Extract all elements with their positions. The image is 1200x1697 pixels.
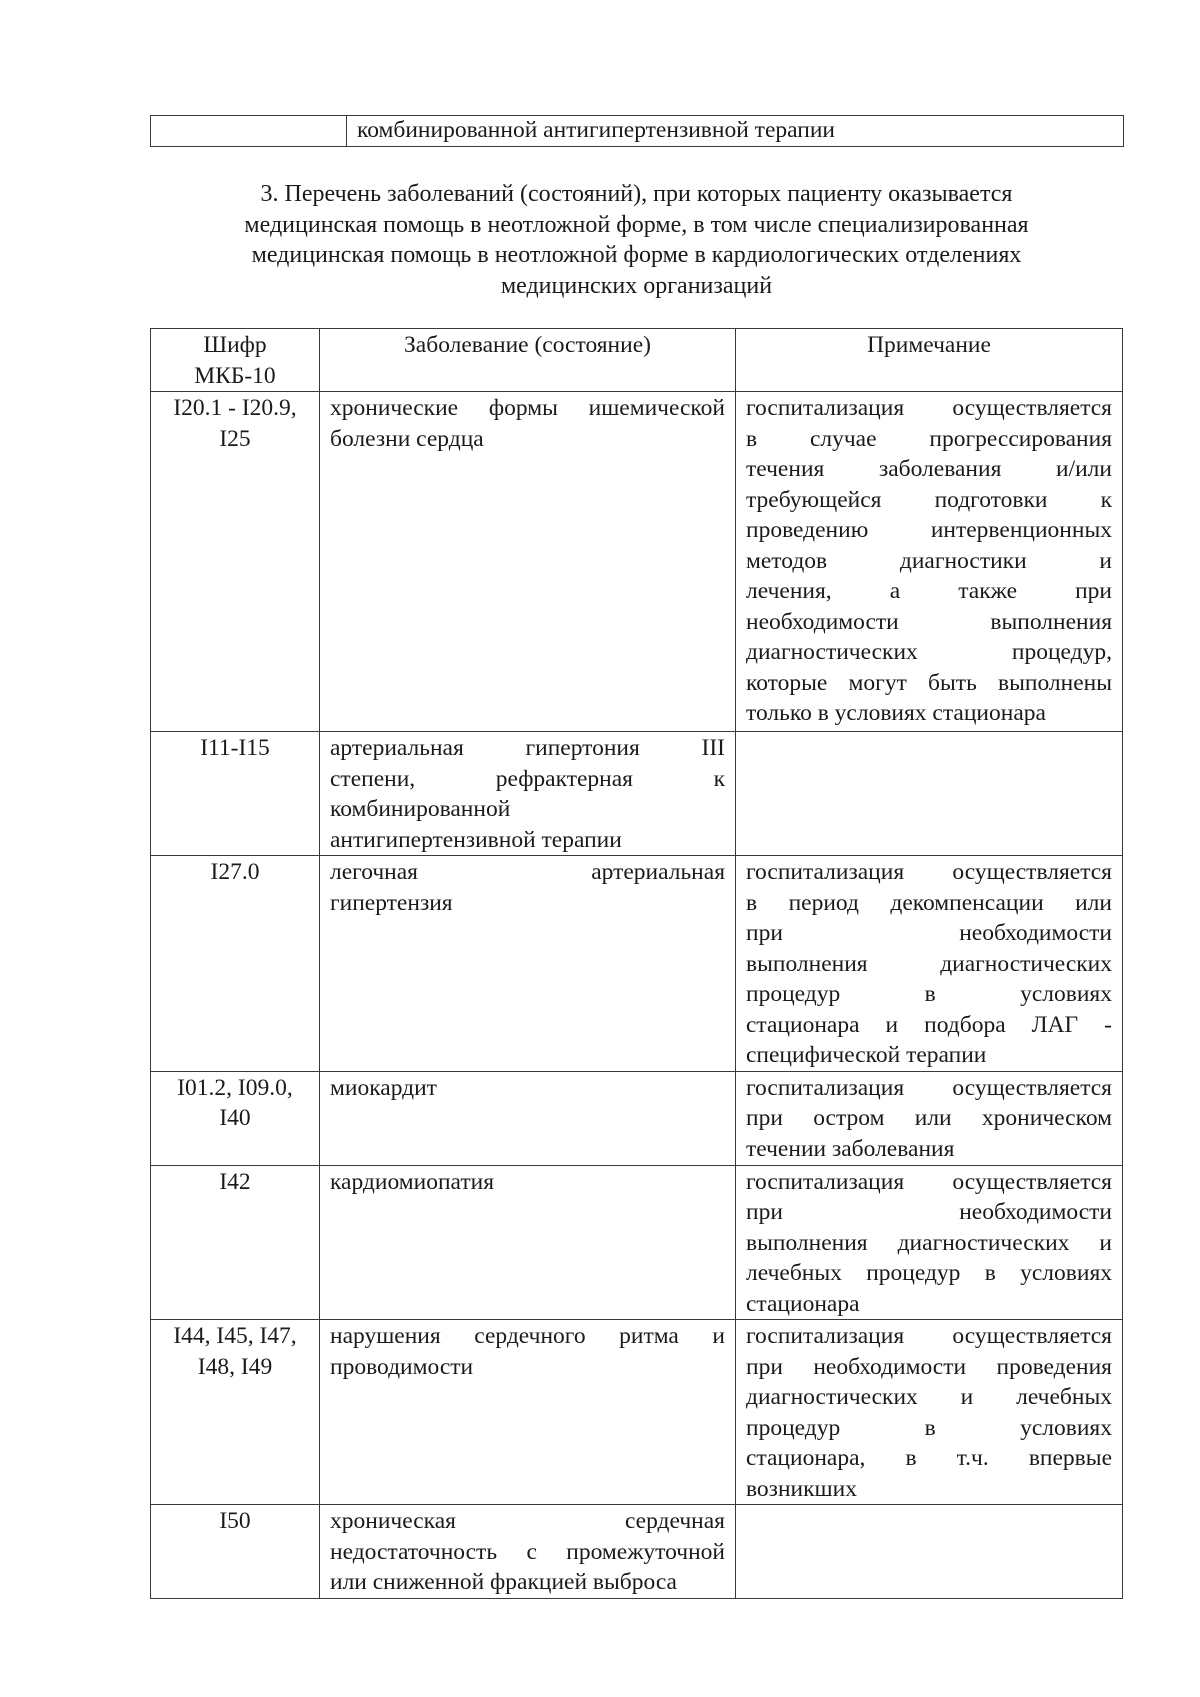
note-cell-line: диагностических и лечебных bbox=[746, 1384, 1112, 1410]
continuation-code-cell bbox=[151, 116, 347, 147]
disease-cell bbox=[320, 392, 736, 732]
note-cell-line: госпитализация осуществляется bbox=[746, 395, 1112, 421]
note-cell-line: лечебных процедур в условиях bbox=[746, 1260, 1112, 1286]
note-cell-line: при необходимости bbox=[746, 920, 1112, 946]
disease-cell-line: артериальная гипертония III bbox=[330, 735, 725, 761]
note-cell-line: процедур в условиях bbox=[746, 1414, 1112, 1441]
note-cell-line: стационара, в т.ч. впервые bbox=[746, 1445, 1112, 1471]
disease-cell-line: болезни сердца bbox=[330, 425, 484, 452]
code-cell bbox=[151, 1071, 320, 1165]
note-cell-line: необходимости выполнения bbox=[746, 608, 1112, 635]
note-cell-line: которые могут быть выполнены bbox=[746, 669, 1112, 696]
note-cell bbox=[736, 856, 1123, 1072]
code-cell bbox=[151, 856, 320, 1072]
note-cell-line: при остром или хроническом bbox=[746, 1105, 1112, 1131]
heading-line: медицинских организаций bbox=[500, 272, 773, 299]
disease-cell bbox=[320, 856, 736, 1072]
note-cell-line: возникших bbox=[746, 1475, 857, 1502]
code-cell-line: I25 bbox=[219, 425, 251, 452]
table-row bbox=[151, 1071, 1123, 1165]
disease-cell-line: комбинированной bbox=[330, 796, 511, 822]
header-disease-label: Заболевание (состояние) bbox=[404, 332, 651, 358]
note-cell-line: стационара bbox=[746, 1290, 860, 1317]
disease-cell-line: миокардит bbox=[330, 1074, 437, 1101]
disease-cell bbox=[320, 1165, 736, 1320]
note-cell-line: требующейся подготовки к bbox=[746, 486, 1112, 513]
disease-table bbox=[150, 328, 1123, 1599]
note-cell-line: диагностических процедур, bbox=[746, 639, 1112, 665]
note-cell-line: лечения, а также при bbox=[746, 578, 1112, 604]
disease-cell-line: легочная артериальная bbox=[330, 859, 725, 885]
note-cell-line: специфической терапии bbox=[746, 1042, 987, 1068]
note-cell-line: в случае прогрессирования bbox=[746, 425, 1112, 452]
code-cell-line: I40 bbox=[219, 1105, 251, 1131]
heading-line: медицинская помощь в неотложной форме в кардиологических отделениях bbox=[251, 242, 1022, 268]
note-cell-line: при необходимости bbox=[746, 1199, 1112, 1225]
code-cell bbox=[151, 732, 320, 856]
note-cell bbox=[736, 1165, 1123, 1320]
note-cell-line: госпитализация осуществляется bbox=[746, 1074, 1112, 1101]
continuation-text-cell: комбинированной антигипертензивной терапии bbox=[347, 116, 1124, 147]
table-row bbox=[151, 1505, 1123, 1599]
note-cell-line: стационара и подбора ЛАГ - bbox=[746, 1011, 1112, 1038]
disease-cell-line: хронические формы ишемической bbox=[330, 395, 725, 421]
note-cell-line: течении заболевания bbox=[746, 1135, 955, 1162]
note-cell-line: течения заболевания и/или bbox=[746, 456, 1112, 482]
note-cell bbox=[736, 1071, 1123, 1165]
code-cell-line: I42 bbox=[219, 1168, 251, 1195]
disease-cell-line: или сниженной фракцией выброса bbox=[330, 1569, 677, 1595]
note-cell-line: выполнения диагностических и bbox=[746, 1229, 1112, 1256]
disease-cell-line: проводимости bbox=[330, 1353, 474, 1380]
note-cell bbox=[736, 732, 1123, 856]
note-cell-line: выполнения диагностических bbox=[746, 950, 1112, 977]
disease-cell-line: нарушения сердечного ритма и bbox=[330, 1323, 725, 1349]
disease-cell-line: хроническая сердечная bbox=[330, 1508, 725, 1534]
code-cell-line: I44, I45, I47, bbox=[173, 1323, 297, 1349]
table-header-row bbox=[151, 329, 1123, 392]
note-cell-line: проведению интервенционных bbox=[746, 517, 1112, 543]
disease-cell bbox=[320, 732, 736, 856]
note-cell-line: госпитализация осуществляется bbox=[746, 859, 1112, 885]
note-cell-line: госпитализация осуществляется bbox=[746, 1323, 1112, 1349]
code-cell bbox=[151, 1505, 320, 1599]
disease-cell bbox=[320, 1071, 736, 1165]
heading-line: медицинская помощь в неотложной форме, в том числе специализированная bbox=[244, 211, 1029, 238]
code-cell-line: I20.1 - I20.9, bbox=[173, 395, 297, 421]
code-cell-line: I48, I49 bbox=[197, 1353, 273, 1380]
code-cell bbox=[151, 392, 320, 732]
header-note-label: Примечание bbox=[867, 332, 991, 358]
code-cell-line: I01.2, I09.0, bbox=[177, 1074, 293, 1101]
continuation-table bbox=[150, 115, 1124, 147]
disease-cell-line: гипертензия bbox=[330, 889, 453, 916]
disease-cell bbox=[320, 1320, 736, 1505]
header-note bbox=[736, 329, 1123, 392]
header-disease bbox=[320, 329, 736, 392]
note-cell bbox=[736, 1320, 1123, 1505]
table-row bbox=[151, 1320, 1123, 1505]
disease-cell-line: кардиомиопатия bbox=[330, 1168, 495, 1195]
code-cell-line: I11-I15 bbox=[200, 735, 270, 761]
code-cell-line: I50 bbox=[219, 1508, 251, 1534]
disease-cell-line: антигипертензивной терапии bbox=[330, 826, 622, 853]
header-code-label: Шифр МКБ-10 bbox=[194, 332, 276, 389]
code-cell bbox=[151, 1165, 320, 1320]
section-heading bbox=[150, 179, 1123, 301]
note-cell-line: в период декомпенсации или bbox=[746, 889, 1112, 916]
note-cell bbox=[736, 392, 1123, 732]
disease-cell bbox=[320, 1505, 736, 1599]
note-cell bbox=[736, 1505, 1123, 1599]
disease-cell-line: недостаточность с промежуточной bbox=[330, 1538, 725, 1565]
disease-cell-line: степени, рефрактерная к bbox=[330, 765, 725, 792]
table-row bbox=[151, 392, 1123, 732]
code-cell-line: I27.0 bbox=[210, 859, 260, 885]
code-cell bbox=[151, 1320, 320, 1505]
note-cell-line: процедур в условиях bbox=[746, 981, 1112, 1007]
table-row bbox=[151, 116, 1124, 147]
note-cell-line: методов диагностики и bbox=[746, 547, 1112, 574]
note-cell-line: госпитализация осуществляется bbox=[746, 1168, 1112, 1195]
table-row bbox=[151, 856, 1123, 1072]
note-cell-line: только в условиях стационара bbox=[746, 700, 1046, 726]
heading-line: 3. Перечень заболеваний (состояний), при которых пациенту оказывается bbox=[260, 181, 1013, 207]
header-code bbox=[151, 329, 320, 392]
table-row bbox=[151, 1165, 1123, 1320]
note-cell-line: при необходимости проведения bbox=[746, 1353, 1112, 1380]
table-row bbox=[151, 732, 1123, 856]
